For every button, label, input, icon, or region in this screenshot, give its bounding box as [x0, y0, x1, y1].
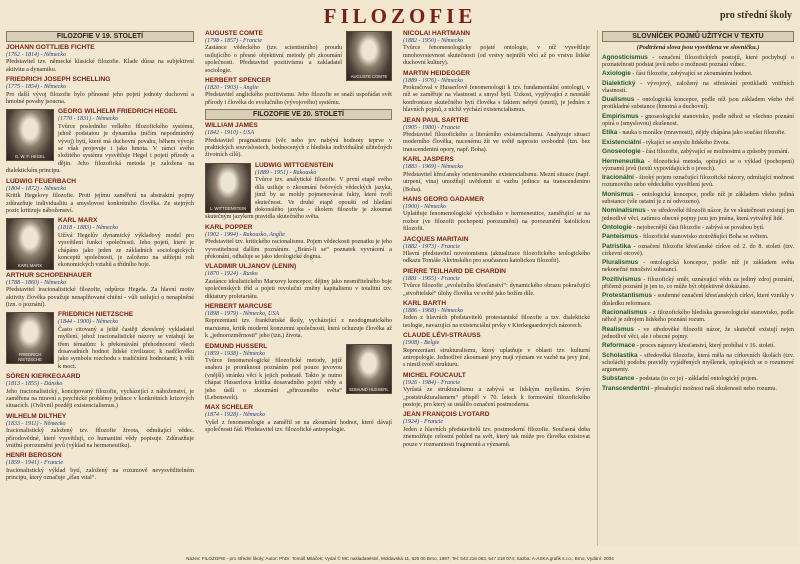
philosopher-description: Zastánce vědeckého (tzv. scientistního) proudu usilujícího o přesné objektivní metody při zkoumání společnosti. Představitel pozitivismu a zakladatel sociologie.: [205, 45, 342, 74]
philosopher-description: Jeden z hlavních představitelů tzv. postmoderní filozofie. Současná doba znemožňuje celostní pohled na svět, který tak může pro člověka existovat pouze v rozmanitosti fragmentů a významů.: [403, 426, 590, 448]
glossary-term-definition: - z filozofického hlediska gnoseologické stanovisko, podle něhož je zdrojem lidského poznání rozum.: [602, 310, 795, 324]
philosopher-entry: [403, 411, 590, 449]
philosopher-entry: [403, 30, 590, 68]
column-hartmann-to-lyotard: [399, 30, 594, 546]
portrait-image: [346, 344, 392, 394]
philosopher-description: Kritik Hegelovy filozofie. Proti jejímu zaměření na abstraktní pojmy zdůrazňuje individualitu a smyslovost konkrétního člověka. Ze stejných pozic kritizuje náboženství.: [6, 193, 194, 214]
philosopher-entry: [403, 268, 590, 298]
glossary-term: [602, 352, 794, 375]
philosopher-years: (1874 - 1928) - Německo: [205, 412, 265, 419]
philosopher-years: (1926 - 1984) - Francie: [403, 379, 460, 386]
philosopher-description: Představitel iracionalistické filozofie, odpůrce Hegela. Za hlavní motiv aktivity člověka považuje nenaplňované chtění - vůli usilující o nenaplněné (tzn. o poznání).: [6, 287, 194, 308]
philosopher-description: Reprezentant strukturalismu, který uplatňuje v oblasti tzv. kulturní antropologie. Jednotlivé zkoumané jevy mají význam ve vazbě na jevy jiné, s nimiž tvoří strukturu.: [403, 347, 590, 369]
column-19th-century: [2, 30, 198, 546]
glossary-term: [602, 276, 794, 291]
philosopher-description: Představitel křesťansky orientovaného existencialismu. Mezní situace (např. utrpení, vina) umožňují uvědomit si vazbu jedince na transcendentno (Boha).: [403, 171, 590, 193]
portrait-image: [346, 31, 392, 81]
philosopher-description: Představitel tzv. německé klasické filozofie. Klade důraz na subjektivní aktivitu a dynamiku.: [6, 59, 194, 73]
section-heading-glossary: SLOVNÍČEK POJMŮ UŽITÝCH V TEXTU: [602, 31, 794, 42]
glossary-term: [602, 174, 794, 189]
philosopher-name: SÖREN KIERKEGAARD: [6, 373, 81, 381]
glossary-term-definition: - ontologická koncepce, podle níž je základem světa nekonečné množství substancí.: [602, 260, 794, 274]
portrait-image: [6, 109, 54, 161]
philosopher-entry: [403, 372, 590, 410]
philosopher-entry: [205, 343, 392, 403]
glossary-term: [602, 129, 794, 137]
philosopher-entry: [6, 272, 194, 310]
philosopher-years: (1844 - 1900) - Německo: [58, 319, 118, 326]
portrait-image: [6, 218, 54, 270]
glossary-term-definition: - část filozofie, zabývající se možnostmi a způsoby poznání.: [642, 149, 790, 156]
philosopher-name: AUGUSTE COMTE: [205, 30, 263, 37]
philosopher-name: LUDWIG FEUERBACH: [6, 177, 76, 185]
glossary-term-name: Axiologie: [602, 70, 631, 78]
philosopher-years: (1882 - 1973) - Francie: [403, 243, 460, 250]
portrait-image: [205, 163, 251, 213]
philosopher-years: (1882 - 1950) - Německo: [403, 38, 463, 44]
philosopher-years: (1762 - 1814) - Německo: [6, 52, 66, 58]
glossary-term-definition: - podstata (to co je) - základní ontologický pojem.: [635, 376, 758, 383]
philosopher-years: (1859 - 1938) - Německo: [205, 350, 265, 357]
philosopher-entry: [205, 30, 392, 79]
philosopher-description: Představitel pragmatismu (věc nebo jev nabývá hodnoty teprve v praktických souvislostech, hodnocených z hlediska individuálně užitečných životních cílů).: [205, 137, 392, 159]
glossary-term-definition: - část filozofie, zabývající se zkoumáním hodnot.: [632, 71, 753, 78]
philosopher-years: (1818 - 1883) - Německo: [58, 225, 118, 232]
glossary-term: [602, 96, 794, 111]
glossary-term: [602, 54, 794, 69]
philosopher-years: (1833 - 1911) - Německo: [6, 420, 66, 427]
philosopher-name: MAX SCHELER: [205, 404, 253, 412]
glossary-term: [602, 259, 794, 274]
philosopher-name: KARL POPPER: [205, 223, 253, 231]
glossary-term-definition: - nauka o morálce (mravnosti), nějdy chápána jako součást filozofie.: [618, 130, 786, 137]
philosopher-description: Pro další vývoj filozofie bylo přínosné jeho pojetí jednoty duchovní a hmotné povahy jsoucna.: [6, 91, 194, 106]
philosopher-entry: [6, 311, 194, 371]
philosopher-name: LUDWIG WITTGENSTEIN: [255, 161, 334, 169]
philosopher-entry: [403, 196, 590, 234]
glossary-term-name: Nominalismus: [602, 207, 646, 215]
glossary-term: [602, 191, 794, 206]
philosopher-entry: [403, 300, 590, 330]
philosopher-description: Hlavní představitel novotomismu (aktualizace filozofického teologického odkazu Tomáše Akvinského pro současnou katolickou filozofii).: [403, 250, 590, 265]
section-heading-19th-century: FILOZOFIE V 19. STOLETÍ: [6, 31, 194, 42]
philosopher-name: HERBERT MARCUSE: [205, 302, 273, 310]
philosopher-entry: [205, 122, 392, 160]
glossary-term-name: Empirismus: [602, 112, 639, 120]
philosopher-name: JEAN FRANÇOIS LYOTARD: [403, 411, 490, 419]
glossary-term-name: Iracionální: [602, 174, 634, 182]
portrait-caption: FRIEDRICH NIETZSCHE: [18, 352, 42, 363]
glossary-term: [602, 243, 794, 258]
philosopher-years: (1908) - Belgie: [403, 340, 440, 347]
philosopher-entry: [403, 236, 590, 266]
glossary-term-name: Dialektický: [602, 79, 636, 87]
glossary-term-name: Protestantismus: [602, 292, 653, 300]
philosopher-entry: [6, 373, 194, 411]
philosopher-years: (1870 - 1924) - Rusko: [205, 271, 258, 278]
audience-tag: pro střední školy: [719, 10, 792, 21]
philosopher-years: (1881 - 1955) - Francie: [403, 275, 460, 282]
glossary-term-definition: - filozofický směr, uznávající vědu za jediný zdroj poznání, přičemž poznání je jen to, co může být objektivně dokázáno.: [602, 276, 794, 291]
section-heading-20th-century: FILOZOFIE VE 20. STOLETÍ: [205, 109, 392, 120]
glossary-term-name: Monismus: [602, 190, 634, 198]
glossary-term-name: Scholastika: [602, 351, 638, 359]
philosopher-name: NICOLAI HARTMANN: [403, 30, 471, 37]
philosopher-name: JEAN PAUL SARTRE: [403, 116, 469, 124]
philosopher-name: KARL MARX: [58, 217, 98, 225]
philosopher-years: (1775 - 1854) - Německo: [6, 84, 66, 91]
philosopher-years: (1813 - 1855) - Dánsko: [6, 381, 63, 388]
philosopher-name: HENRI BERGSON: [6, 452, 62, 460]
glossary-term: [602, 148, 794, 156]
glossary-term: [602, 233, 794, 241]
glossary-term-definition: - středověká filozofie, která měla na církevních školách (tzv. scholách) podobu pravidly vyjádřených myšlenek, opírajících se o rozumové argumenty.: [602, 352, 794, 374]
philosopher-years: (1842 - 1910) - USA: [205, 130, 254, 137]
glossary-term-definition: - filozofické stanovisko ztotožňující Boha se světem.: [639, 234, 769, 241]
portrait-caption: KARL MARX: [17, 263, 43, 269]
glossary-term-name: Realismus: [602, 325, 634, 333]
philosopher-description: Představitel tzv. kritického racionalismu. Pojem vědeckosti poznatku je jeho vyvratitelnost dalším poznáním. „Brání-li se“ poznatek vyvrácení a překonání, odhaluje se jako ideologické dogma.: [205, 239, 392, 260]
glossary-term: [602, 342, 794, 350]
philosopher-name: JACQUES MARITAIN: [403, 235, 469, 243]
glossary-term-name: Dualismus: [602, 96, 635, 104]
glossary-term-definition: - ve středověké filozofii názor, že ve skutečnosti existují jen jednotlivé věci, zatímco obecné pojmy jsou jen jména, která vytvářejí lidé.: [602, 208, 794, 222]
philosopher-entry: [205, 404, 392, 434]
philosopher-entry: [6, 413, 194, 451]
philosopher-name: FRIEDRICH NIETZSCHE: [58, 311, 134, 319]
philosopher-entry: [6, 452, 194, 482]
glossary-term-definition: - vývojový, založený na střetávání protikladů vnitřních vlastností.: [602, 80, 794, 94]
philosopher-name: PIERRE TEILHARD DE CHARDIN: [403, 267, 506, 275]
philosopher-name: WILLIAM JAMES: [205, 122, 258, 130]
philosopher-years: (1804 - 1872) - Německo: [6, 185, 66, 192]
philosopher-description: Vyrůstá ze strukturalismu a zabývá se lidským myšlením. Svým „poststrukturalismem“ přispěl v 70. letech k formování filozofického postoje, pro který se ustálilo označení postmoderna.: [403, 387, 590, 409]
imprint-footer: Název: FILOZOFIE - pro střední školy; Autor: PhDr. Tomáš Miláček; Vydal © MC nakladatelství, Moldavská 11, 625 00 Brno, 1997; Tel: 543 216 083, 547 218 074; Sazba: A-ASKA grafik s.r.o., Brno; Vydání: 2004: [186, 556, 614, 561]
philosopher-description: Jeho iracionalistický, koncipovaný filozofie, vycházející z náboženství, je zaměřena na mravní a psychické problémy jedince v konkrétních krizových situacích. (Ovlivnil později existencialismus.): [6, 388, 194, 410]
glossary-term-name: Existenciální: [602, 138, 642, 146]
glossary-term-definition: - ve středověké filozofii názor, že skutečně existují nejen jednotlivé věci, ale i obecné pojmy.: [602, 326, 795, 340]
philosopher-name: ARTHUR SCHOPENHAUER: [6, 271, 92, 279]
glossary-term-definition: - týkající se smyslu lidského života.: [642, 139, 730, 146]
philosopher-years: (1770 - 1831) - Německo: [58, 116, 118, 123]
glossary-term-name: Panteismus: [602, 233, 638, 241]
philosopher-entry: [403, 156, 590, 194]
philosopher-years: (1900) - Německo: [403, 203, 446, 210]
philosopher-years: (1883 - 1969) - Německo: [403, 164, 463, 171]
philosopher-entry: [6, 178, 194, 216]
glossary-term-definition: - proces nápravy křesťanství, který probíhal v 16. století.: [636, 343, 776, 350]
philosopher-description: Tvůrce tzv. analytické filozofie. V první etapě svého díla usiluje o zkoumání řečových vědeckých jazyka, jímž by se mohly pojmenovávat fakty, které tvoří skutečnost. Ve druhé etapě opouští od hledání dokonalého jazyka - úkolem filozofie je zkoumat skutečným jazykem pravidla skutečného světa.: [205, 177, 392, 221]
glossary-term-name: Ontologie: [602, 223, 632, 231]
philosopher-description: Představitel anglického pozitivismu. Jeho filozofie se snaží uspořádat svět přírody i člověka do evolučního (vývojového) systému.: [205, 92, 392, 106]
philosopher-years: (1788 - 1860) - Německo: [6, 279, 66, 286]
glossary-term: [602, 139, 794, 147]
glossary-term-name: Transcendentní: [602, 384, 650, 392]
glossary-term-name: Hermeneutika: [602, 157, 645, 165]
glossary-term-definition: - široký pojem označující filozofické názory, odmítající možnost rozumového nebo vědeckého vysvětlení jevů.: [602, 175, 795, 189]
philosopher-years: (1924) - Francie: [403, 419, 443, 426]
glossary-term-name: Substance: [602, 375, 635, 383]
philosopher-description: Jeden z hlavních představitelů protestantské filozofie a tzv. dialektické teologie, navazující na existenciální prvky v Kierkegaardových názorech.: [403, 315, 590, 329]
glossary-term-definition: - gnoseologické stanovisko, podle něhož se všechno poznání opírá o (smyslovou) zkušenost.: [602, 113, 794, 127]
philosopher-entry: [6, 76, 194, 106]
philosopher-name: HANS GEORG GADAMER: [403, 195, 484, 203]
philosopher-entry: [205, 77, 392, 107]
glossary-term-name: Reformace: [602, 342, 636, 350]
glossary-term-name: Agnosticismus: [602, 53, 648, 61]
glossary-term: [602, 292, 794, 307]
philosopher-name: VLADIMIR ULJANOV (LENIN): [205, 263, 297, 271]
glossary-term: [602, 70, 794, 78]
philosopher-name: HERBERT SPENCER: [205, 77, 271, 85]
philosopher-years: (1886 - 1968) - Německo: [403, 307, 463, 314]
philosopher-entry: [403, 332, 590, 370]
philosopher-description: Prokračoval v Husserlově fenomenologii k tzv. fundamentální ontologii, v níž se zaměřuje na vlastnosti a smysl bytí. Úzkost, vyplývající z neustálé konfrontace skutečného bytí člověka s faktem nebytí (smrti), je jedním z hlavních pojmů, z nichž vychází existencialismus.: [403, 85, 590, 114]
glossary-term: [602, 385, 794, 393]
philosopher-description: Často citovaný a ještě častěji zkreslený vykladatel myšlení, jehož iracionalistické názory se vztahují ke třem tématům: k překonávání přehodnocení všech dosavadních hodnot lidské civilizace; k nadčlověku jako symbolu rozchodu s tradičními hodnotami; k vůli k moci.: [58, 326, 194, 370]
glossary-note: (Podtržená slova jsou vysvětlena ve slovníčku.): [636, 44, 760, 51]
glossary-term-definition: - přesahující možnost naší zkušenosti nebo rozumu.: [650, 385, 777, 392]
portrait-caption: AUGUSTE COMTE: [350, 74, 388, 79]
philosopher-years: (1905 - 1980) - Francie: [403, 124, 460, 131]
philosopher-years: (1889 - 1951) - Rakousko: [255, 169, 317, 176]
philosopher-entry: [6, 108, 194, 175]
portrait-caption: L. WITTGENSTEIN: [209, 205, 247, 211]
philosopher-years: (1902 - 1994) - Rakousko, Anglie: [205, 231, 285, 238]
glossary-term-name: Patristika: [602, 242, 631, 250]
glossary-term: [602, 158, 794, 173]
philosopher-entry: [205, 224, 392, 262]
glossary-term: [602, 224, 794, 232]
philosopher-years: (1898 - 1979) - Německo, USA: [205, 310, 279, 317]
philosopher-description: Tvůrce filozofie „evolučního křesťanství“: dynamického obrazu pokračující „stvořitelské“ úlohy člověka ve světě jako božím díle.: [403, 283, 590, 297]
philosopher-name: EDMUND HUSSERL: [205, 342, 268, 350]
glossary-term: [602, 309, 794, 324]
portrait-caption: G. W. F. HEGEL: [14, 154, 46, 160]
philosopher-description: Zastánce idealistického Marxovy koncepce; dějiny jako nesmiřitelného boje společenských tříd a pojetí revoluční změny kapitalismu v totalitní tzv. diktatury proletariátu.: [205, 278, 392, 300]
philosopher-name: KARL BARTH: [403, 299, 447, 307]
philosopher-description: Uplatňuje fenomenologické východisko v hermeneutice, zaměřující se na rozbor (ve filozofii pochopení porozumění) na porozumění katolickou filozofii.: [403, 211, 590, 233]
column-comte-to-scheler: [201, 30, 396, 546]
philosopher-name: MICHEL FOUCAULT: [403, 371, 466, 379]
glossary-term: [602, 80, 794, 95]
philosopher-name: FRIEDRICH JOSEPH SCHELLING: [6, 76, 111, 84]
philosopher-description: Užívá Hegelův dynamický výkladový model pro vysvětlení funkcí společnosti. Jeho pojetí, které je chápáno jako jeden ze základních sociologických konceptů společnosti, je založeno na stěžejní roli ekonomických vztahů a třídního boje.: [58, 232, 194, 269]
glossary-term: [602, 207, 794, 222]
philosopher-entry: [403, 117, 590, 155]
philosopher-name: GEORG WILHELM FRIEDRICH HEGEL: [58, 108, 178, 116]
philosopher-entry: [205, 162, 392, 222]
philosopher-name: CLAUDE LÉVI-STRAUSS: [403, 332, 481, 340]
philosopher-description: Tvůrce fenomenologické filozofické metody, jejíž snahou je proniknout poznáním pod pouze jevovou (vnější) stránku věcí k jejich podstatě. Takto je nutno chápat Husserlova kritika dosavadního pojetí vědy a jeho úsilí o zkoumání „přirozeného světa“ (Lebenswelt).: [205, 358, 342, 402]
glossary-term-name: Racionalismus: [602, 309, 648, 317]
page-title: FILOZOFIE: [323, 4, 477, 28]
philosopher-description: Iracionalistický výklad bytí, založený na rozumově nevysvětlitelném principu, který označuje „élan vital“.: [6, 467, 194, 482]
philosopher-name: KARL JASPERS: [403, 156, 454, 164]
philosopher-years: (1859 - 1941) - Francie: [6, 460, 63, 467]
column-glossary: [597, 30, 798, 546]
glossary-term-name: Etika: [602, 129, 618, 137]
philosopher-description: Tvůrce posledního velkého filozofického systému, jehož podstatou je dynamika (ničím nepodmíněný vývoj) bytí, které má duchovní povahu, během vývoje se však projevuje i jako hmota. V rámci svého složitého systému vysvětluje Hegel i pojetí přírody a dějin. Jeho filozofická metoda je založena na dialektickém principu.: [6, 123, 194, 175]
portrait-caption: EDMUND HUSSERL: [349, 386, 389, 392]
glossary-term-name: Pozitivismus: [602, 275, 642, 283]
glossary-term: [602, 375, 794, 383]
philosopher-description: Představitel filozofického a literárního existencialismu. Analyzuje situaci moderního člověka, nucenému žít ve světě naprosto svobodně (tzn. bez transcendentní opory, např. Boha).: [403, 132, 590, 153]
portrait-image: [6, 312, 54, 364]
glossary-term-definition: - ontologická koncepce, podle níž jsou základem všeho dvě protikladné substance (hmotná a duchovní).: [602, 97, 794, 111]
glossary-term-name: Gnoseologie: [602, 148, 641, 156]
title-bar: [0, 0, 800, 32]
philosopher-name: WILHELM DILTHEY: [6, 412, 67, 420]
glossary-term-definition: - označení filozofických postojů, které pochybují o poznatelnosti podstat jevů nebo o možnosti poznání vůbec.: [602, 54, 794, 68]
glossary-term: [602, 113, 794, 128]
philosopher-entry: [205, 303, 392, 341]
glossary-term-definition: - ontologická koncepce, podle níž je základem všeho jediná substance (vše ostatní je z ní odvozeno).: [602, 191, 794, 205]
philosopher-entry: [6, 44, 194, 74]
glossary-term-definition: - nejobecnější část filozofie - zabývá se povahou bytí.: [633, 224, 765, 231]
philosopher-name: MARTIN HEIDEGGER: [403, 69, 471, 77]
glossary-term: [602, 326, 794, 341]
philosopher-name: JOHANN GOTTLIEB FICHTE: [6, 44, 95, 51]
philosopher-years: (1820 - 1903) - Anglie: [205, 85, 259, 92]
philosopher-description: Reprezentant tzv. frankfurtské školy, vycházející z neodogmatického marxismu, kritik moderní konzumní společnosti, která ochuzuje člověka až k „jednorozměrnosti“ jeho (tzn.) života.: [205, 318, 392, 340]
philosopher-entry: [6, 217, 194, 269]
philosopher-years: (1798 - 1857) - Francie: [205, 38, 262, 44]
glossary-term-definition: - filozofická metoda, opírající se o výklad (pochopení) významů jevů (textů vypovídajících o jevech).: [602, 158, 794, 172]
glossary-term-definition: - označení filozofie křesťanské církve od 2. do 8. století (tzv. církevní otcové).: [602, 243, 794, 257]
philosopher-entry: [403, 70, 590, 115]
philosopher-entry: [205, 263, 392, 301]
philosopher-years: (1889 - 1976) - Německo: [403, 77, 463, 84]
philosopher-description: Tvůrce fenomenologicky pojaté ontologie, v níž vysvětluje mnohovrstevnost skutečnosti (od vrstvy nejnižší věcí až po vrstvu lidské duchovní kultury).: [403, 45, 590, 67]
glossary-term-name: Pluralismus: [602, 259, 639, 267]
glossary-term-definition: - souhrnné označení křesťanských církví, které vznikly v důsledku reformace.: [602, 293, 794, 307]
philosopher-description: Vyšel z fenomenologie a zaměřil se na zkoumání hodnot, které dávají společnosti řád. Představitel tzv. filozofické antropologie.: [205, 419, 392, 434]
philosopher-description: Iracionalistický založený tzv. filozofie života, odmítající vědec. přírodovědné, které vysvětlují, co humanitní vědy popisuje. Zdůrazňuje vnitřní porozumění jevů (výklad na hermeneutiku).: [6, 428, 194, 450]
